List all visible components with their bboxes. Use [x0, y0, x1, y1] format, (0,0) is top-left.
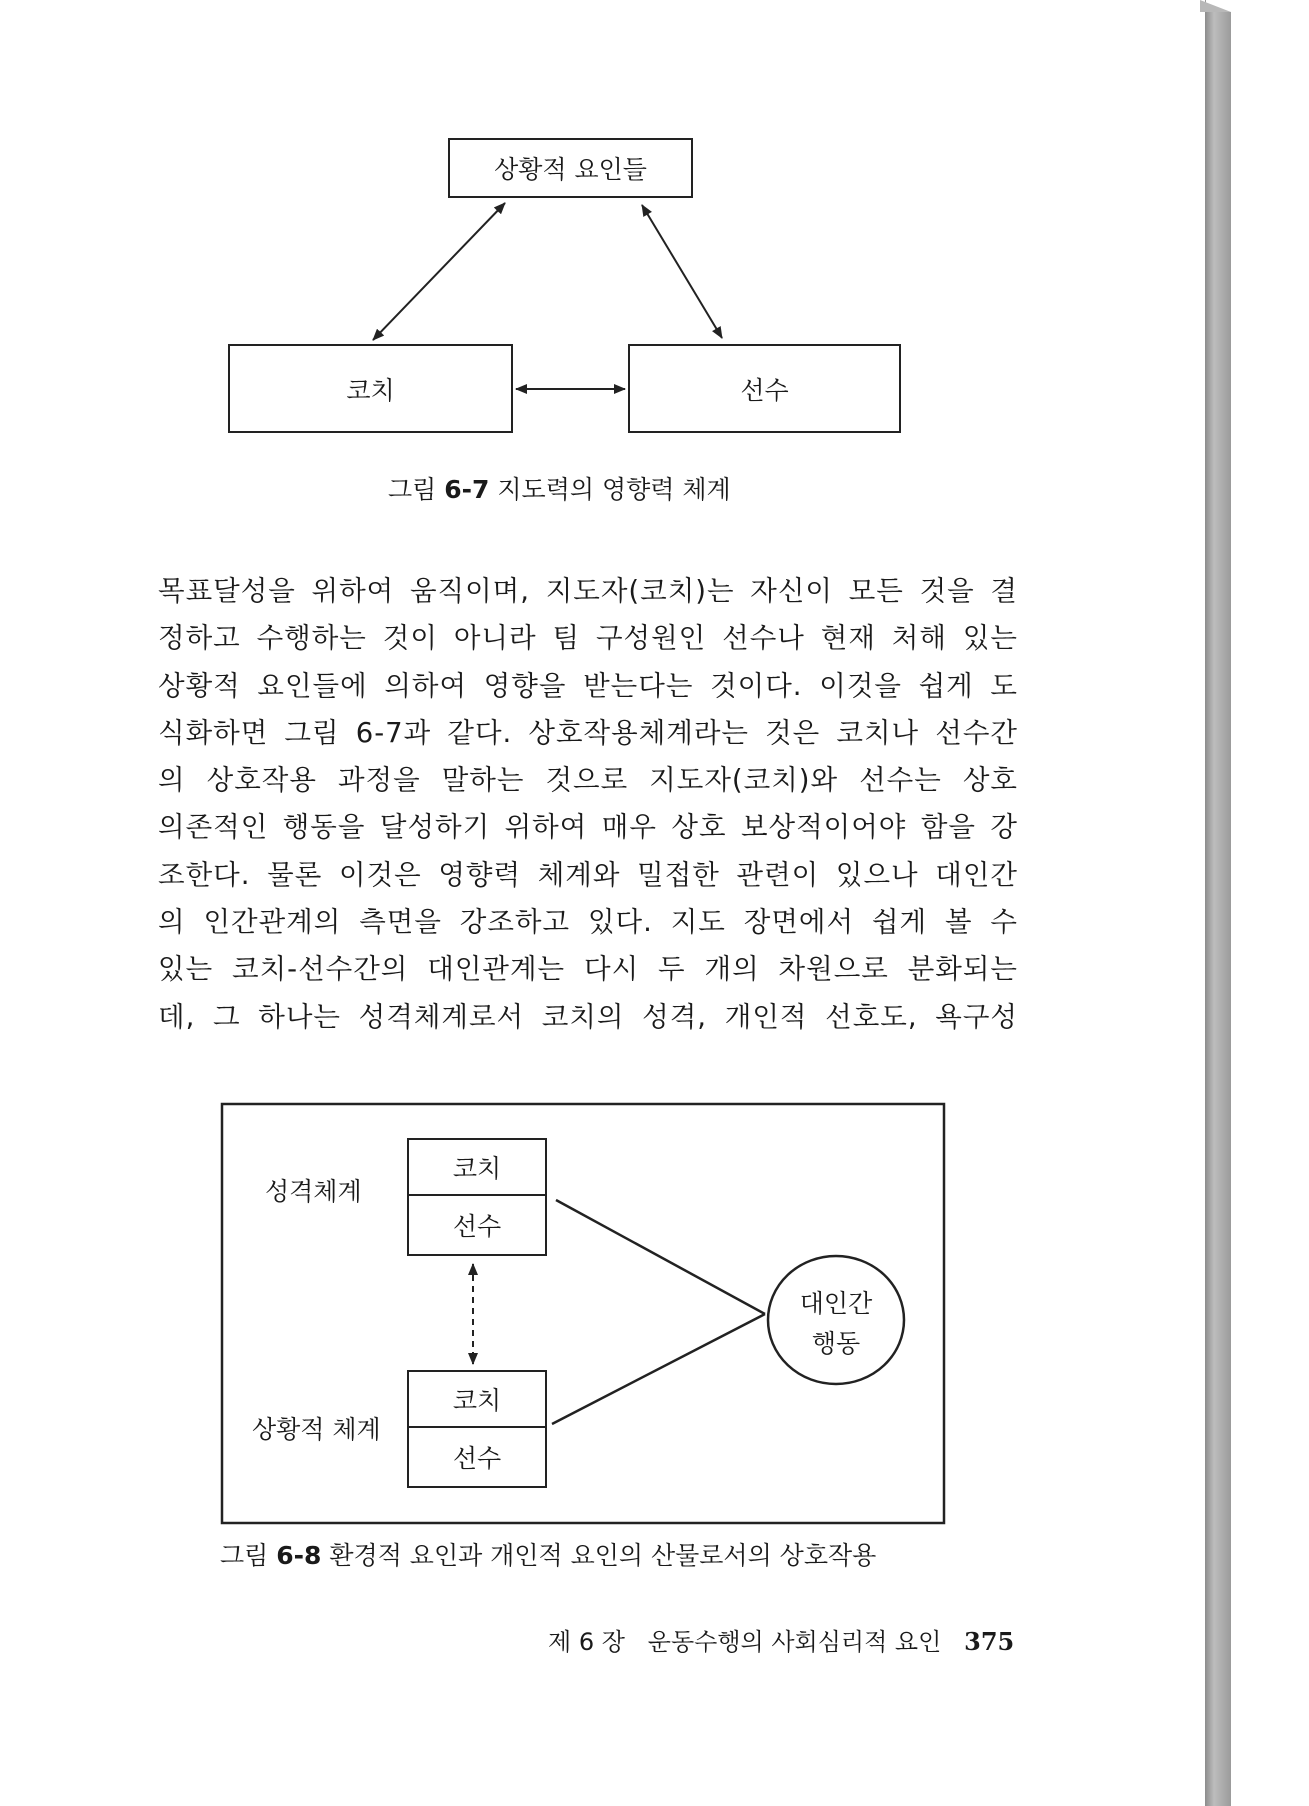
player-label: 선수	[740, 375, 789, 405]
interpersonal-circle	[768, 1256, 904, 1384]
paragraph-line: 의존적인 행동을 달성하기 위하여 매우 상호 보상적이어야 함을 강	[158, 811, 1018, 844]
chapter-number: 제 6 장	[548, 1628, 625, 1656]
connector-lower	[552, 1314, 765, 1424]
chapter-title: 운동수행의 사회심리적 요인	[647, 1628, 942, 1656]
figure2-caption: 그림 6-8 환경적 요인과 개인적 요인의 산물로서의 상호작용	[220, 1541, 877, 1570]
page-edge-top	[1200, 0, 1231, 12]
interpersonal-behavior-line1: 대인간	[799, 1289, 873, 1318]
situational-system-label: 상황적 체계	[252, 1415, 381, 1444]
interpersonal-behavior-line2: 행동	[811, 1329, 861, 1358]
coach-label: 코치	[346, 375, 395, 405]
paragraph-line: 식화하면 그림 6-7과 같다. 상호작용체계라는 것은 코치나 선수간	[158, 716, 1018, 749]
paragraph-line: 정하고 수행하는 것이 아니라 팀 구성원인 선수나 현재 처해 있는	[158, 622, 1018, 655]
upper-player-box: 선수	[407, 1194, 547, 1256]
upper-coach-box: 코치	[407, 1138, 547, 1196]
running-footer	[548, 1622, 1014, 1657]
paragraph-line: 의 상호작용 과정을 말하는 것으로 지도자(코치)와 선수는 상호	[158, 764, 1018, 797]
paragraph-line: 목표달성을 위하여 움직이며, 지도자(코치)는 자신이 모든 것을 결	[158, 575, 1018, 607]
page-edge-shadow	[1205, 12, 1231, 1806]
lower-coach-box: 코치	[407, 1370, 547, 1428]
connector-upper	[556, 1200, 765, 1314]
arrow-coach-situational	[373, 203, 505, 340]
paragraph-line: 조한다. 물론 이것은 영향력 체계와 밀접한 관련이 있으나 대인간	[158, 858, 1018, 891]
paragraph-line: 의 인간관계의 측면을 강조하고 있다. 지도 장면에서 쉽게 볼 수	[158, 906, 1018, 939]
paragraph-line: 데, 그 하나는 성격체계로서 코치의 성격, 개인적 선호도, 욕구성	[158, 1000, 1018, 1033]
situational-factors-label: 상황적 요인들	[494, 155, 647, 184]
figure1-caption: 그림 6-7 지도력의 영향력 체계	[388, 475, 731, 504]
paragraph-line: 상황적 요인들에 의하여 영향을 받는다는 것이다. 이것을 쉽게 도	[158, 669, 1018, 702]
body-paragraph	[158, 568, 1018, 1041]
arrow-player-situational	[642, 205, 722, 338]
paragraph-line: 있는 코치-선수간의 대인관계는 다시 두 개의 차원으로 분화되는	[158, 953, 1018, 986]
personality-system-label: 성격체계	[265, 1177, 362, 1206]
page-number: 375	[964, 1627, 1015, 1656]
lower-player-box: 선수	[407, 1426, 547, 1488]
